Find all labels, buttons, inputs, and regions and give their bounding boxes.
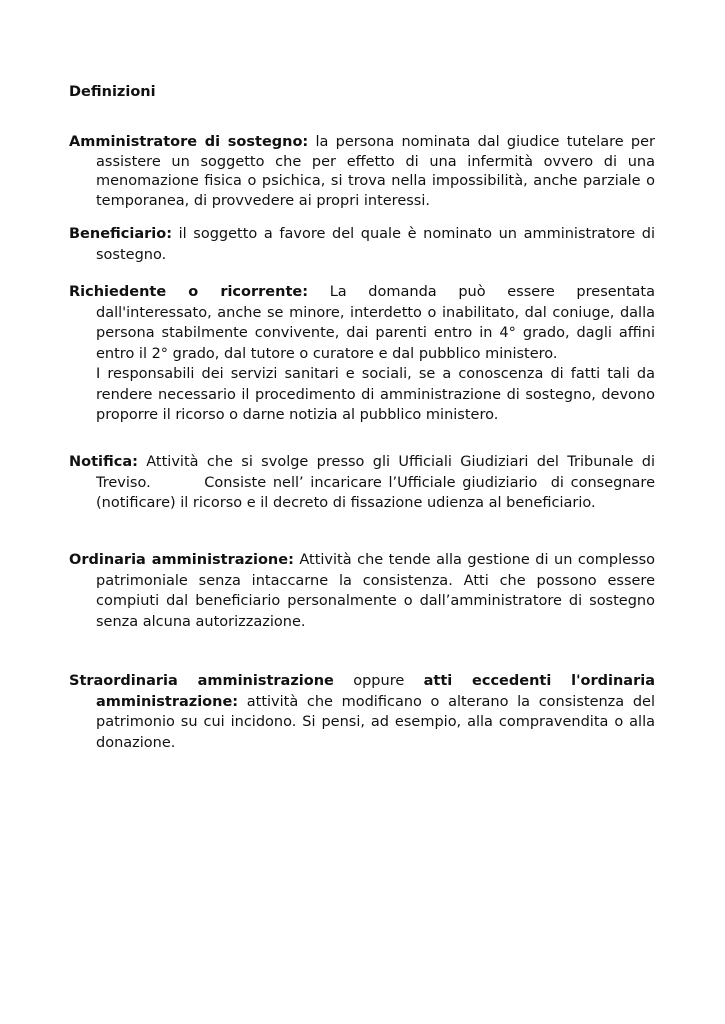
definition-paragraph bbox=[69, 224, 655, 265]
definition-paragraph bbox=[69, 671, 655, 753]
definition-ordinaria bbox=[69, 550, 655, 632]
definition-term-alt: atti eccedenti l'ordinaria amministrazione: bbox=[96, 673, 655, 710]
definition-term: Ordinaria amministrazione: bbox=[69, 552, 294, 568]
definition-text: attività che modificano o alterano la consistenza del patrimonio su cui incidono. Si pensi, ad esempio, alla compravendita o alla donazione. bbox=[96, 693, 655, 751]
definition-term: Notifica: bbox=[69, 454, 138, 470]
definition-paragraph bbox=[69, 282, 655, 364]
definition-text: I responsabili dei servizi sanitari e sociali, se a conoscenza di fatti tali da rendere necessario il procedimento di amministrazione di sostegno, devono proporre il ricorso o darne notizia al pubblico ministero. bbox=[96, 366, 655, 423]
definition-text: Attività che si svolge presso gli Ufficiali Giudiziari del Tribunale di Treviso. Consiste nell’ incaricare l’Ufficiale giudiziario di consegnare (notificare) il ricorso e il decreto di fissazione udienza al beneficiario. bbox=[96, 454, 660, 511]
definition-paragraph-continued bbox=[69, 364, 655, 426]
definition-term: Beneficiario: bbox=[69, 226, 173, 242]
definition-beneficiario bbox=[69, 224, 655, 265]
definition-paragraph bbox=[69, 550, 655, 632]
definition-text-connector: oppure bbox=[333, 673, 424, 689]
definition-notifica bbox=[69, 452, 660, 514]
definition-term: Amministratore di sostegno: bbox=[69, 134, 309, 150]
definition-text: La domanda può essere presentata dall'interessato, anche se minore, interdetto o inabilitato, dal coniuge, dalla persona stabilmente convivente, dai parenti entro in 4° grado, dagli affini entro il 2° grado, dal tutore o curatore e dal pubblico ministero. bbox=[96, 284, 656, 362]
definition-term: Richiedente o ricorrente: bbox=[69, 284, 309, 300]
definition-text: Attività che tende alla gestione di un complesso patrimoniale senza intaccarne la consistenza. Atti che possono essere compiuti dal beneficiario personalmente o dall’amministratore di sostegno senza alcuna autorizzazione. bbox=[96, 552, 655, 630]
definition-text: la persona nominata dal giudice tutelare per assistere un soggetto che per effetto di una infermità ovvero di una menomazione fisica o psichica, si trova nella impossibilità, anche parziale o temporanea, di provvedere ai propri interessi. bbox=[96, 134, 656, 209]
page-title: Definizioni bbox=[69, 84, 156, 100]
definition-richiedente bbox=[69, 282, 655, 426]
definition-paragraph bbox=[69, 452, 660, 514]
definition-amministratore bbox=[69, 133, 655, 211]
definition-text: il soggetto a favore del quale è nominato un amministratore di sostegno. bbox=[96, 226, 655, 263]
definition-paragraph bbox=[69, 133, 655, 211]
definition-straordinaria bbox=[69, 671, 655, 753]
definition-term: Straordinaria amministrazione bbox=[69, 673, 334, 689]
